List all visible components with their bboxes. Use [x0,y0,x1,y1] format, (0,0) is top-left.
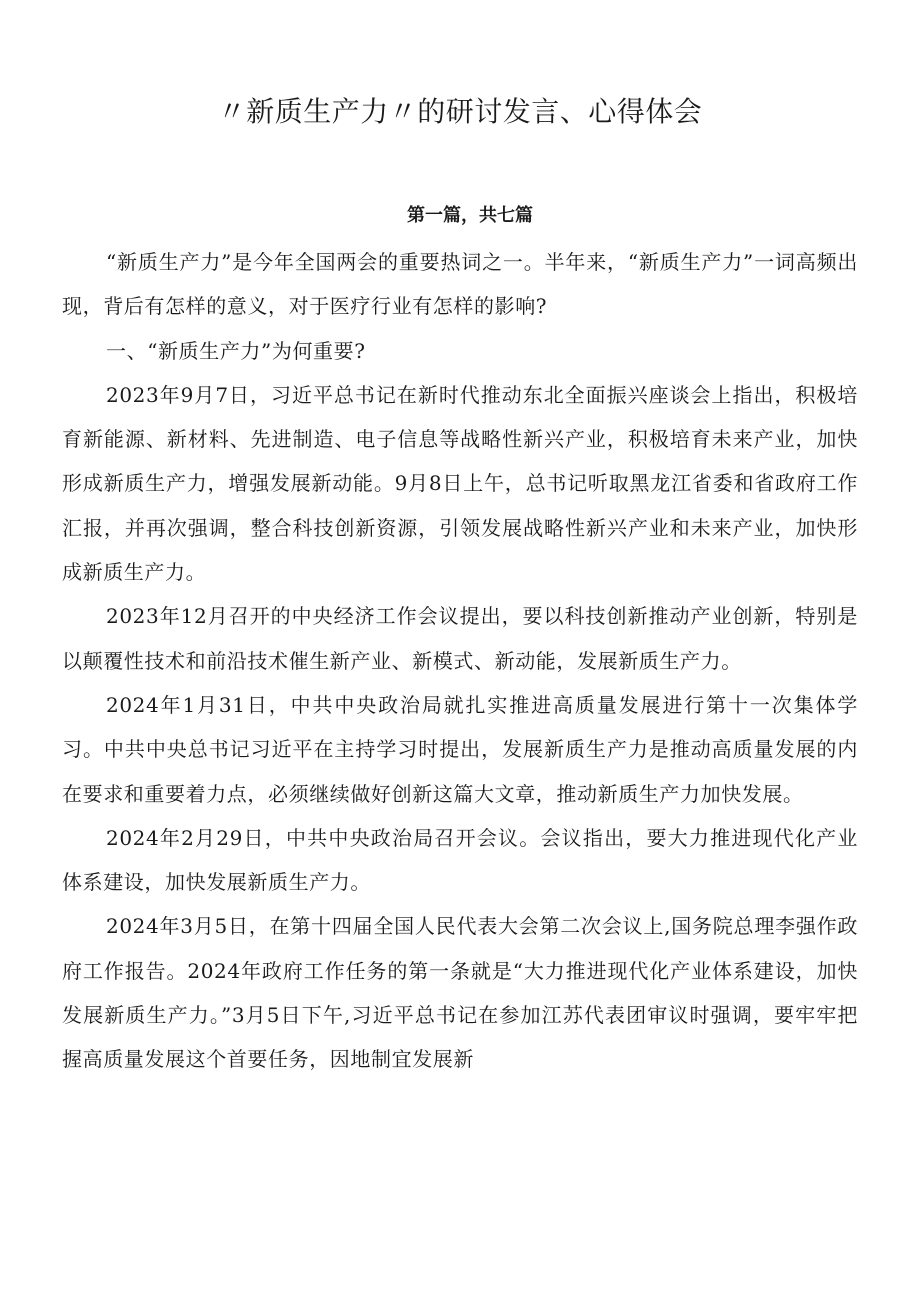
section-heading: 第一篇，共七篇 [407,205,533,226]
paragraph: 2024年2月29日，中共中央政治局召开会议。会议指出，要大力推进现代化产业体系建设，加快发展新质生产力。 [62,825,858,895]
paragraph: 2023年12月召开的中央经济工作会议提出，要以科技创新推动产业创新，特别是以颠覆性技术和前沿技术催生新产业、新模式、新动能，发展新质生产力。 [62,604,858,673]
paragraph-intro: “新质生产力”是今年全国两会的重要热词之一。半年来，“新质生产力”一词高频出现，背后有怎样的意义，对于医疗行业有怎样的影响? [62,250,858,319]
paragraph: 2024年1月31日，中共中央政治局就扎实推进高质量发展进行第十一次集体学习。中共中央总书记习近平在主持学习时提出，发展新质生产力是推动高质量发展的内在要求和重要着力点，必须继续做好创新这篇大文章，推动新质生产力加快发展。 [62,692,858,806]
document-title: 〃新质生产力〃的研讨发言、心得体会 [217,95,703,128]
paragraph: 2024年3月5日，在第十四届全国人民代表大会第二次会议上,国务院总理李强作政府工作报告。2024年政府工作任务的第一条就是“大力推进现代化产业体系建设，加快发展新质生产力。”3月5日下午,习近平总书记在参加江苏代表团审议时强调，要牢牢把握高质量发展这个首要任务，因地制宜发展新 [62,914,858,1072]
document-body [62,240,858,1082]
paragraph-subheading: 一、“新质生产力”为何重要? [106,338,366,363]
paragraph: 2023年9月7日，习近平总书记在新时代推动东北全面振兴座谈会上指出，积极培育新能源、新材料、先进制造、电子信息等战略性新兴产业，积极培育未来产业，加快形成新质生产力，增强发展新动能。9月8日上午，总书记听取黑龙江省委和省政府工作汇报，并再次强调，整合科技创新资源，引领发展战略性新兴产业和未来产业，加快形成新质生产力。 [62,382,858,585]
